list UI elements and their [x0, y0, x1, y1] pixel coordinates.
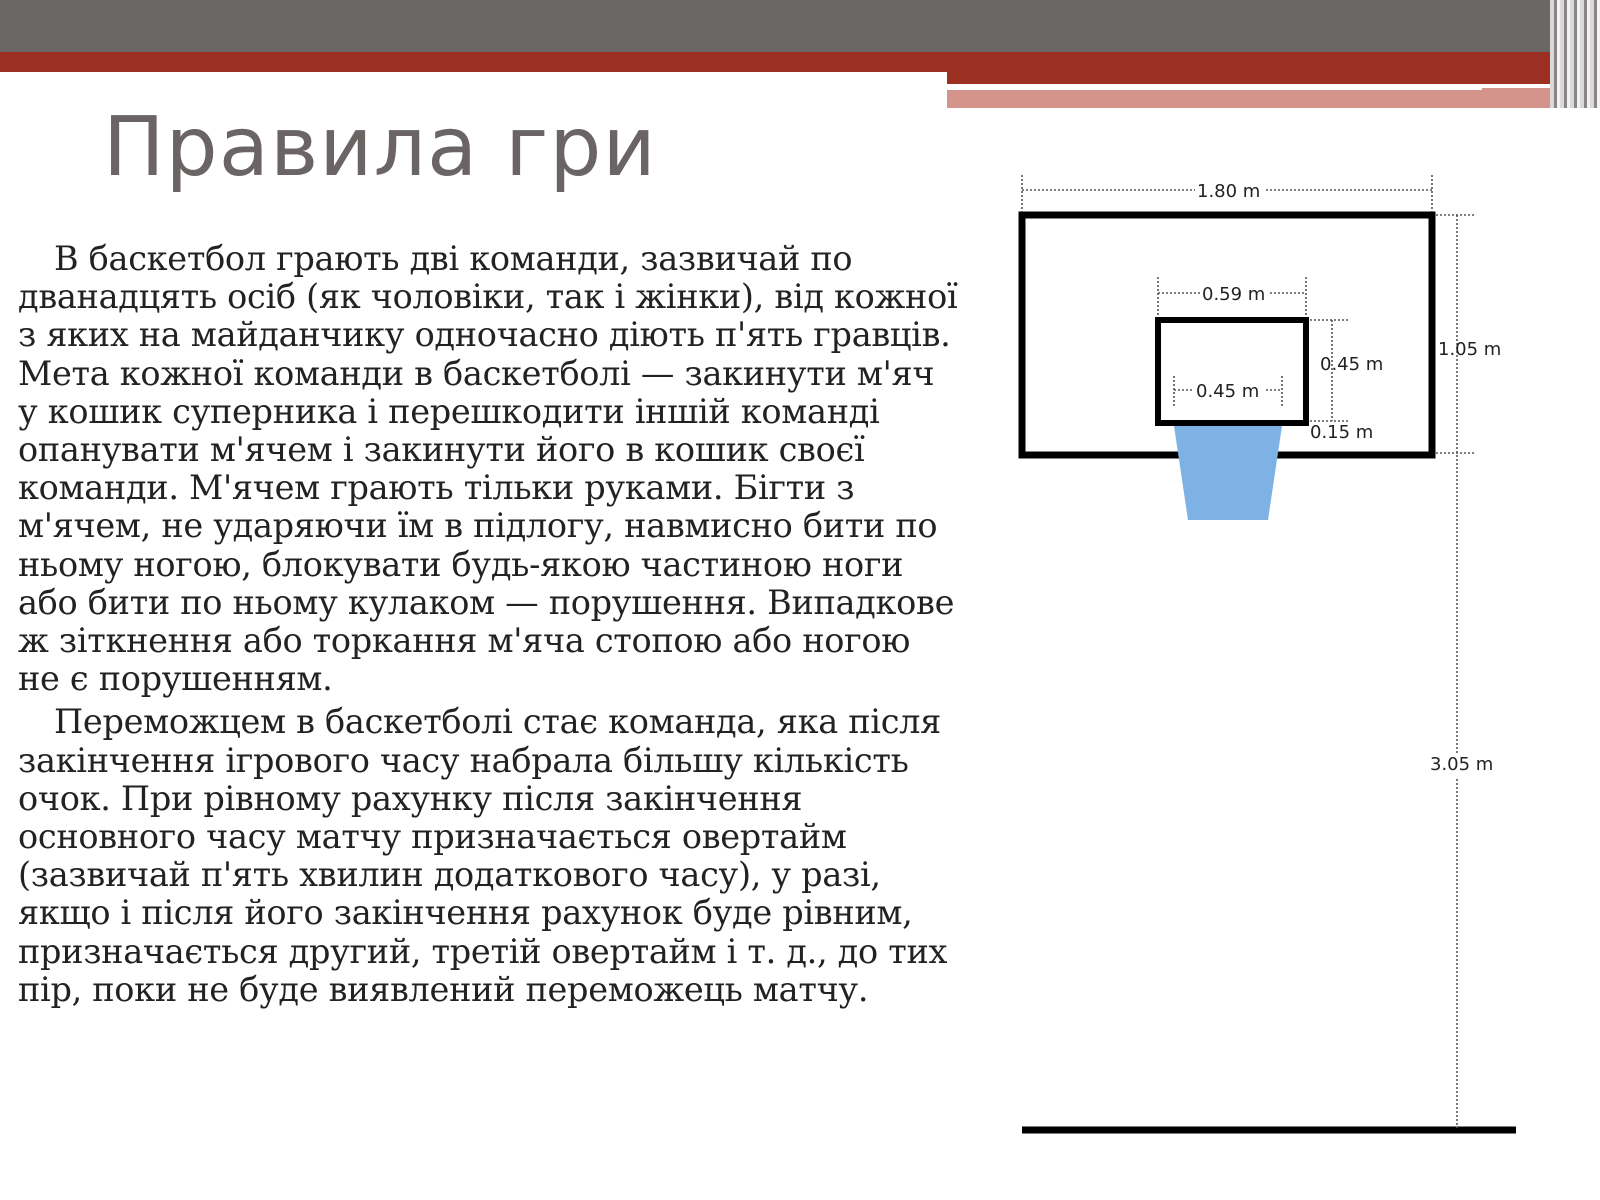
shooter-square: [1158, 320, 1306, 423]
label-square-width: 0.59 m: [1202, 284, 1266, 305]
backboard: [1022, 215, 1432, 455]
accent-band-right: [947, 72, 1600, 84]
body-text: [18, 240, 958, 1014]
header-bar: [0, 0, 1600, 52]
backboard-diagram: [1000, 150, 1600, 1170]
label-rim-diameter: 0.45 m: [1196, 381, 1260, 402]
label-backboard-width: 1.80 m: [1197, 181, 1261, 202]
label-rim-offset: 0.15 m: [1310, 422, 1374, 443]
page-title: Правила гри: [103, 100, 657, 195]
paragraph-1: В баскетбол грають дві команди, зазвичай по дванадцять осіб (як чоловіки, так і жінки), від кожної з яких на майданчику одночасно діють п'ять гравців. Мета кожної команди в баскетболі — закинути м'яч у кошик суперника і перешкодити іншій команді опанувати м'ячем і закинути його в кошик своєї команди. М'ячем грають тільки руками. Бігти з м'ячем, не ударяючи їм в підлогу, навмисно бити по ньому ногою, блокувати будь-якою частиною ноги або бити по ньому кулаком — порушення. Випадкове ж зіткнення або торкання м'яча стопою або ногою не є порушенням.: [18, 239, 958, 699]
basket-net: [1174, 426, 1282, 520]
accent-divider-line: [947, 86, 1482, 90]
accent-band-pink: [947, 88, 1600, 108]
label-backboard-height: 1.05 m: [1438, 339, 1502, 360]
corner-stripes: [1550, 0, 1600, 108]
label-rim-height: 3.05 m: [1430, 754, 1494, 775]
label-square-height: 0.45 m: [1320, 354, 1384, 375]
accent-band: [0, 52, 1600, 72]
paragraph-2: Переможцем в баскетболі стає команда, яка після закінчення ігрового часу набрала більшу кількість очок. При рівному рахунку після закінчення основного часу матчу призначається овертайм (зазвичай п'ять хвилин додаткового часу), у разі, якщо і після його закінчення рахунок буде рівним, призначається другий, третій овертайм і т. д., до тих пір, поки не буде виявлений переможець матчу.: [18, 702, 948, 1009]
